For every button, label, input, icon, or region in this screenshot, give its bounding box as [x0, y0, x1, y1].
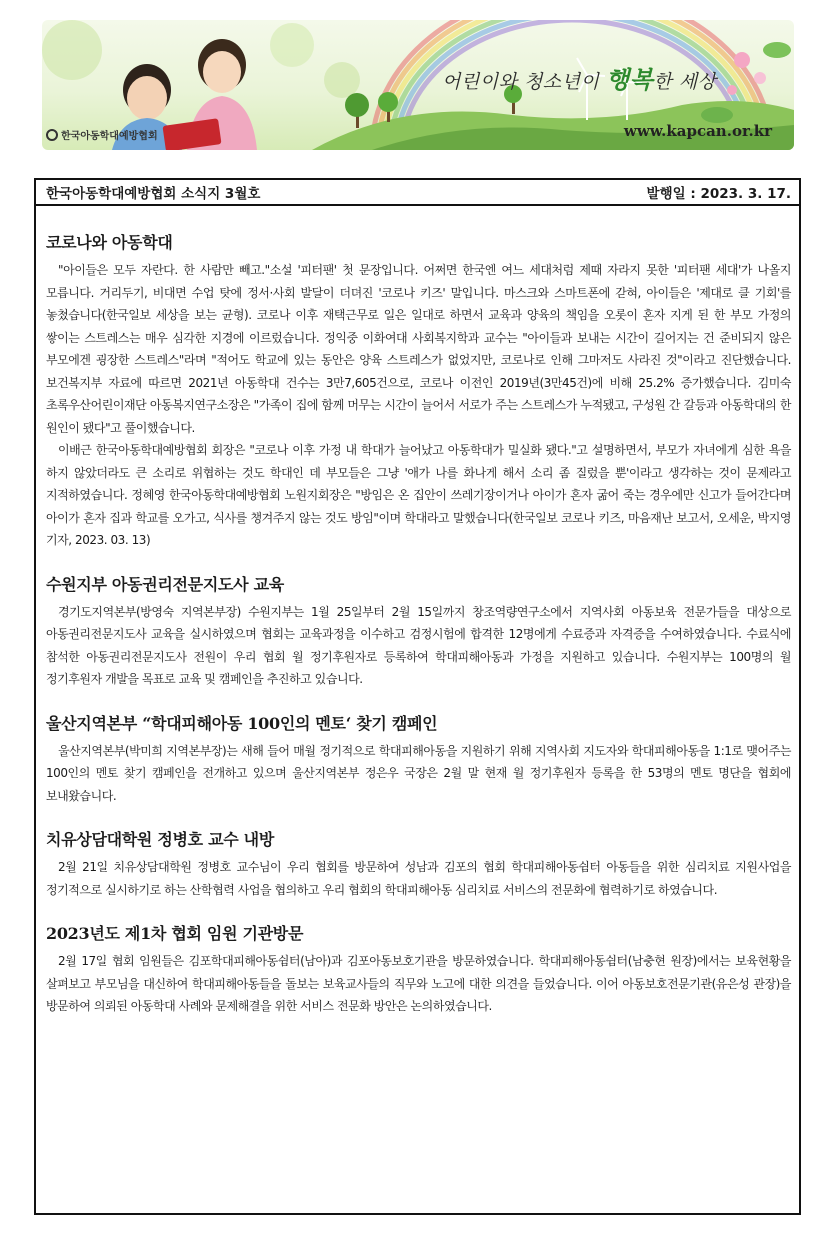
section-paragraph: "아이들은 모두 자란다. 한 사람만 빼고."소설 '피터팬' 첫 문장입니다. 어쩌면 한국엔 여느 세대처럼 제때 자라지 못한 '피터팬 세대'가 나올지 모릅니다. 거리두기, 비대면 수업 탓에 정서·사회 발달이 더뎌진 '코로나 키즈' 말입니다. 마스크와 스마트폰에 갇혀, 아이들은 '제대로 클 기회'를 놓쳤습니다(한국일보 세상을 보는 균형). 코로나 이후 재택근무로 일은 일대로 하면서 교육과 양육의 책임을 오롯이 혼자 지게 된 한 부모 가정의 쌓이는 스트레스는 매우 심각한 지경에 이르렀습니다. 정익중 이화여대 사회복지학과 교수는 "아이들과 보내는 시간이 길어지는 건 준비되지 않은 부모에겐 굉장한 스트레스"라며 "적어도 학교에 있는 동안은 양육 스트레스가 없었지만, 코로나로 인해 그마저도 사라진 것"이라고 진단했습니다. 보건복지부 자료에 따르면 2021년 아동학대 건수는 3만7,605건으로, 코로나 이전인 2019년(3만45건)에 비해 25.2% 증가했습니다. 김미숙 초록우산어린이재단 아동복지연구소장은 "가족이 집에 함께 머무는 시간이 늘어서 서로가 주는 스트레스가 누적됐고, 구성원 간 갈등과 아동학대의 한 원인이 됐다"고 풀이했습니다.	[46, 263, 791, 435]
issue-date: 발행일 : 2023. 3. 17.	[646, 186, 791, 202]
section-suwon-education	[46, 572, 791, 691]
section-title: 코로나와 아동학대	[46, 233, 173, 252]
section-professor-visit	[46, 827, 791, 901]
section-title: 수원지부 아동권리전문지도사 교육	[46, 574, 284, 594]
newsletter-title: 한국아동학대예방협회 소식지 3월호	[46, 186, 261, 202]
section-officer-visit	[46, 921, 791, 1018]
org-emblem-icon	[46, 129, 58, 141]
section-covid-child-abuse	[46, 230, 791, 552]
newsletter-frame	[34, 178, 801, 1215]
section-title: 울산지역본부 “학대피해아동 100인의 멘토‘ 찾기 캠페인	[46, 713, 438, 733]
banner-url[interactable]: www.kapcan.or.kr	[623, 122, 772, 140]
section-title: 2023년도 제1차 협회 임원 기관방문	[46, 924, 304, 943]
org-logo	[46, 127, 158, 142]
org-logo-text: 한국아동학대예방협회	[61, 131, 158, 142]
section-paragraph: 경기도지역본부(방영숙 지역본부장) 수원지부는 1월 25일부터 2월 15일까지 창조역량연구소에서 지역사회 아동보육 전문가들을 대상으로 아동권리전문지도사 교육을 실시하였으며 협회는 교육과정을 이수하고 검정시험에 합격한 12명에게 수료증과 자격증을 수여하였습니다. 수료식에 참석한 아동권리전문지도사 전원이 우리 협회 월 정기후원자로 등록하여 학대피해아동과 가정을 지원하고 있습니다. 수원지부는 100명의 월 정기후원자 개발을 목표로 교육 및 캠페인을 추진하고 있습니다.	[46, 604, 791, 686]
slogan-highlight: 행복	[605, 65, 654, 94]
banner-slogan	[442, 60, 772, 95]
header-banner	[42, 20, 794, 150]
slogan-before: 어린이와 청소년이	[442, 71, 606, 93]
section-paragraph: 울산지역본부(박미희 지역본부장)는 새해 들어 매월 정기적으로 학대피해아동을 지원하기 위해 지역사회 지도자와 학대피해아동을 1:1로 맺어주는 100인의 멘토 찾기 캠페인을 전개하고 있으며 울산지역본부 정은우 국장은 2월 말 현재 월 정기후원자 등록을 한 53명의 멘토 명단을 협회에 보내왔습니다.	[46, 743, 791, 803]
section-paragraph: 2월 17일 협회 임원들은 김포학대피해아동쉼터(남아)과 김포아동보호기관을 방문하였습니다. 학대피해아동쉼터(남충현 원장)에서는 보육현황을 살펴보고 부모님을 대신하여 학대피해아동들을 돌보는 보육교사들의 직무와 노고에 대한 의견을 들었습니다. 이어 아동보호전문기관(유은성 관장)을 방문하여 의뢰된 아동학대 사례와 문제해결을 위한 서비스 전문화 방안은 논의하였습니다.	[46, 954, 791, 1013]
newsletter-header	[36, 180, 799, 206]
section-ulsan-mentor-campaign	[46, 711, 791, 808]
newsletter-content	[36, 206, 799, 1018]
slogan-after: 한 세상	[653, 71, 717, 93]
section-title: 치유상담대학원 정병호 교수 내방	[46, 830, 274, 849]
section-paragraph: 이배근 한국아동학대예방협회 회장은 "코로나 이후 가정 내 학대가 늘어났고 아동학대가 밀실화 됐다."고 설명하면서, 부모가 자녀에게 심한 욕을 하지 않았더라도 큰 소리로 위협하는 것도 학대인 데 부모들은 그냥 '애가 나를 화나게 해서 소리 좀 질렀을 뿐'이라고 생각하는 것이 문제라고 지적하였습니다. 정혜영 한국아동학대예방협회 노원지회장은 "방임은 온 집안이 쓰레기장이거나 아이가 혼자 굶어 죽는 경우에만 신고가 들어간다며 아이가 혼자 집과 학교를 오가고, 식사를 챙겨주지 않는 것도 방임"이며 학대라고 말했습니다(한국일보 코로나 키즈, 마음재난 보고서, 오세운, 박지영 기자, 2023. 03. 13)	[46, 443, 791, 547]
section-paragraph: 2월 21일 치유상담대학원 정병호 교수님이 우리 협회를 방문하여 성남과 김포의 협회 학대피해아동쉼터 아동들을 위한 심리치료 지원사업을 정기적으로 실시하기로 하는 산학협력 사업을 협의하고 우리 협회의 학대피해아동 심리치료 서비스의 전문화에 협력하기로 하였습니다.	[46, 860, 791, 897]
